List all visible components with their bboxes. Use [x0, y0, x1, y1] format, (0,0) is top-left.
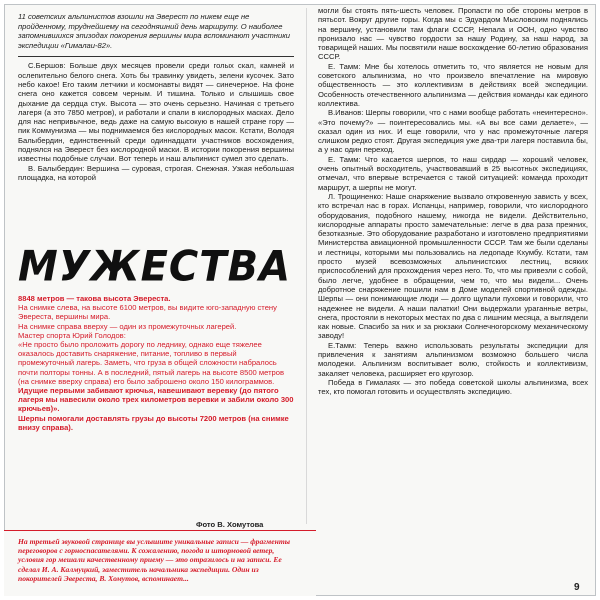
page-title: МУЖЕСТВА [18, 242, 292, 292]
audio-note-text: На третьей звуковой странице вы услышите уникальные записи — фрагменты переговоров с горноспасателями. К сожалению, погода и штормовой ветер, условия гор мешали качественному приему — это отразилось и на записи. Ее сделал И. А. Калмуцкий, заместитель начальника экспедиции. Один из покорителей Эвереста, В. Хомутов, вспоминает... [18, 537, 291, 583]
right-paragraph: могли бы стоять пять-шесть человек. Пропасти по обе стороны метров в пятьсот. Вокруг другие горы. Когда мы с Эдуардом Мысловским поднялись на вершину, установили там флаги СССР, Непала и ООН, одно чувство пронизало нас — чувство гордости за нашу Родину, за наш народ, за товарищей наших. Мы посвятили наше восхождение 60-летию образования СССР. [318, 6, 588, 62]
left-paragraph: С.Бершов: Больше двух месяцев провели среди голых скал, камней и ослепительно белого снега. Хоть бы травинку увидеть, зелени кусочек. Зато небо какое! Его таким летчики и космонавты видят — синечерное. На фоне снега оно кажется совсем черным. И тишина. Только и слышишь свое дыхание да сердца стук. Высота — это очень серьезно. Начиная с третьего лагеря (а это 7850 метров), и работали и спали в кислородных масках. Дело для нас непривычное, ведь даже на самую высокую в нашей стране гору — пик Коммунизма — мы поднимаемся без кислородных масок. Кстати, Володя Балыбердин, единственный среди одиннадцати участников восхождения, поднялся на Эверест без кислородной маски. В истории покорения вершины известны подобные случаи. Вот теперь и наш альпинист сумел это сделать. [18, 61, 294, 164]
right-paragraph: В.Иванов: Шерпы говорили, что с нами вообще работать «неинтересно». «Это почему?» — поинтересовались мы. «А вы все сами делаете», — сказал один из них. И еще говорили, что у нас промежуточные лагеря слишком редко стоят. Другая экспедиция уже два-три лагеря поставила бы, а у нас один переход. [318, 108, 588, 155]
photo-credit: Фото В. Хомутова [196, 520, 264, 529]
caption: На снимке слева, на высоте 6100 метров, вы видите юго-западную стену Эвереста, вершины мира. [18, 303, 277, 322]
audio-note-box [4, 530, 316, 596]
left-paragraph: В. Балыбердин: Вершина — суровая, строгая. Снежная. Узкая небольшая площадка, на которой [18, 163, 294, 182]
intro-text: 11 советских альпинистов взошли на Эверест по никем еще не пройденному, труднейшему на сегодняшний день маршруту. О наиболее запомнившихся эпизодах покорения вершины мира вспоминают участники экспедиции «Гималаи-82». [18, 12, 291, 50]
right-paragraph: Е. Тамм: Мне бы хотелось отметить то, что является не новым для советского альпинизма, но что произвело впечатление на мировую общественность — это коллективизм в действиях всей экспедиции. Особенность отечественного альпинизма — действия команды как единого коллектива. [318, 61, 588, 108]
caption: На снимке справа вверху — один из промежуточных лагерей. [18, 321, 237, 331]
right-paragraph: Е.Тамм: Теперь важно использовать результаты экспедиции для привлечения к занятиям альпинизмом возможно большего числа молодежи. Альпинизм воспитывает волю, стойкость и коллективизм, закаляет человека, расширяет его кругозор. [318, 340, 588, 378]
right-paragraph: Победа в Гималаях — это победа советской школы альпинизма, всех тех, кто помогал готовить и осуществлять экспедицию. [318, 377, 588, 397]
caption: Мастер спорта Юрий Голодов: [18, 330, 126, 340]
page-number: 9 [574, 582, 580, 593]
caption: «Не просто было проложить дорогу по леднику, однако еще тяжелее оказалось доставить снаряжение, питание, топливо в первый промежуточный лагерь. Заметь, что груза в общей сложности набралось почти полторы тонны. А в последний, пятый лагерь на высоте 8500 метров (на снимке вверху справа) его было заброшено около 150 килограммов. [18, 340, 285, 386]
title-band [18, 242, 294, 292]
caption: 8848 метров — такова высота Эвереста. [18, 294, 171, 303]
right-paragraph: Л. Трощиненко: Наше снаряжение вызвало откровенную зависть у всех, кто встречал нас в горах. Испанцы, например, говорили, что кислородного оборудования, подобного нашему, никогда не видели. Действительно, кислородные аппараты просто замечательные: легче в два раза прежних, безотказные. Это оборудование разработано и изготовлено предприятиями Министерства авиационной промышленности СССР. Там же были сделаны и лестницы, которыми мы пользовались на ледопаде Кхумбу. Кстати, там просто музей всевозможных альпинистских лестниц, всяких приспособлений для прохождения через него. То, что мы привезли с собой, было легче, удобнее в обращении, чем то, что мы видели... Очень добротное снаряжение пошили нам в Доме моделей спортивной одежды. Шерпы — они понимающие люди — долго щупали пуховки и говорили, что надежнее не видели. А наши палатки! Они выдержали ураганные ветры, снега, простояли в некоторых местах по два с лишним месяца, а выглядели как новые. Спасибо за них и за рюкзаки Солнечногорскому механическому заводу! [318, 191, 588, 341]
left-column [18, 12, 294, 182]
divider [18, 56, 294, 57]
caption: Идущие первыми забивают крючья, навешивают веревку (до пятого лагеря мы навесили около трех километров веревки и забили около 300 крючьев)». [18, 386, 294, 414]
right-column [318, 6, 588, 396]
photo-captions [18, 294, 294, 432]
right-paragraph: Е. Тамм: Что касается шерпов, то наш сирдар — хороший человек, очень опытный восходитель, участвовавший в 25 высотных экспедициях, отмечал, что впервые встречается с такой ситуацией: команда проходит маршрут, а шерпы не могут. [318, 154, 588, 192]
column-divider [306, 8, 307, 524]
caption: Шерпы помогали доставлять грузы до высоты 7200 метров (на снимке внизу справа). [18, 413, 289, 432]
